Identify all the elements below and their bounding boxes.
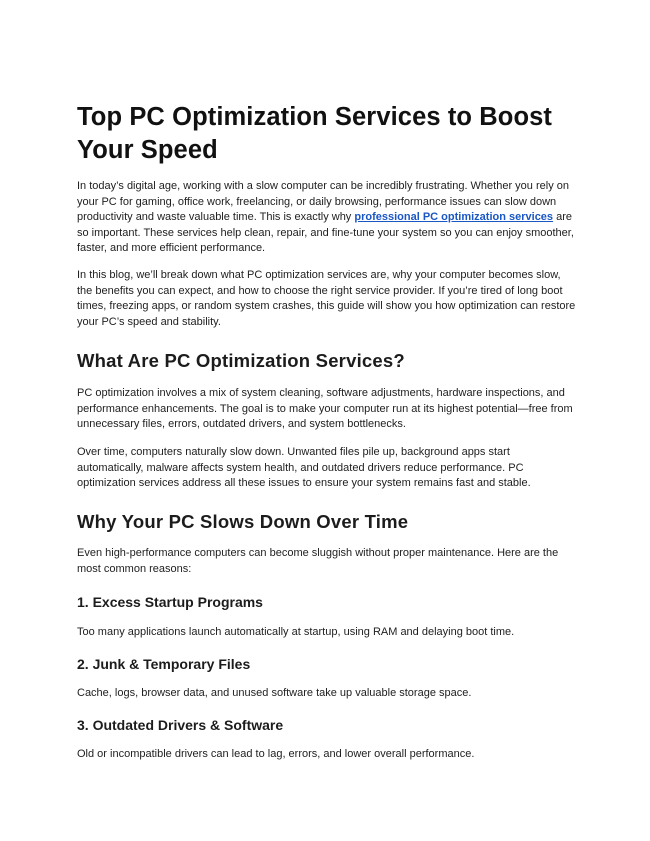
reason-text-startup-programs: Too many applications launch automatically at startup, using RAM and delaying boot time. — [77, 626, 515, 638]
section-heading-why-pc-slows-down: Why Your PC Slows Down Over Time — [77, 511, 409, 532]
why-intro-paragraph: Even high-performance computers can become sluggish without proper maintenance. Here are the most common reasons: — [77, 547, 559, 575]
intro-text-before-link: In today’s digital age, working with a slow computer can be incredibly frustrating. Whether you rely on your PC for gaming, office work, freelancing, or daily browsing, performance issues can slow down productivity and waste valuable time. This is exactly why — [77, 180, 569, 224]
section-heading-what-are-pc-optimization-services: What Are PC Optimization Services? — [77, 350, 405, 371]
reason-heading-startup-programs: 1. Excess Startup Programs — [77, 594, 263, 610]
what-paragraph-1: PC optimization involves a mix of system cleaning, software adjustments, hardware inspections, and performance enhancements. The goal is to make your computer run at its highest potential—free from unnecessary files, errors, outdated drivers, and system bottlenecks. — [77, 387, 573, 431]
reason-text-junk-files: Cache, logs, browser data, and unused software take up valuable storage space. — [77, 687, 472, 699]
reason-heading-junk-files: 2. Junk & Temporary Files — [77, 656, 251, 672]
professional-pc-optimization-link[interactable]: professional PC optimization services — [354, 211, 554, 224]
reason-text-outdated-drivers: Old or incompatible drivers can lead to lag, errors, and lower overall performance. — [77, 748, 475, 760]
intro-paragraph-2: In this blog, we’ll break down what PC optimization services are, why your computer becomes slow, the benefits you can expect, and how to choose the right service provider. If you’re tired of long boot times, freezing apps, or random system crashes, this guide will show you how optimization can restore your PC’s speed and stability. — [77, 269, 576, 328]
intro-text-after-link: are so important. These services help clean, repair, and fine-tune your system so you can enjoy smoother, faster, and more efficient performance. — [77, 211, 574, 255]
reason-heading-outdated-drivers: 3. Outdated Drivers & Software — [77, 717, 284, 733]
what-paragraph-2: Over time, computers naturally slow down. Unwanted files pile up, background apps start automatically, malware affects system health, and outdated drivers reduce performance. PC optimization services address all these issues to ensure your system remains fast and stable. — [77, 446, 531, 490]
page-title: Top PC Optimization Services to Boost Your Speed — [77, 103, 553, 164]
intro-paragraph-1 — [77, 179, 577, 257]
